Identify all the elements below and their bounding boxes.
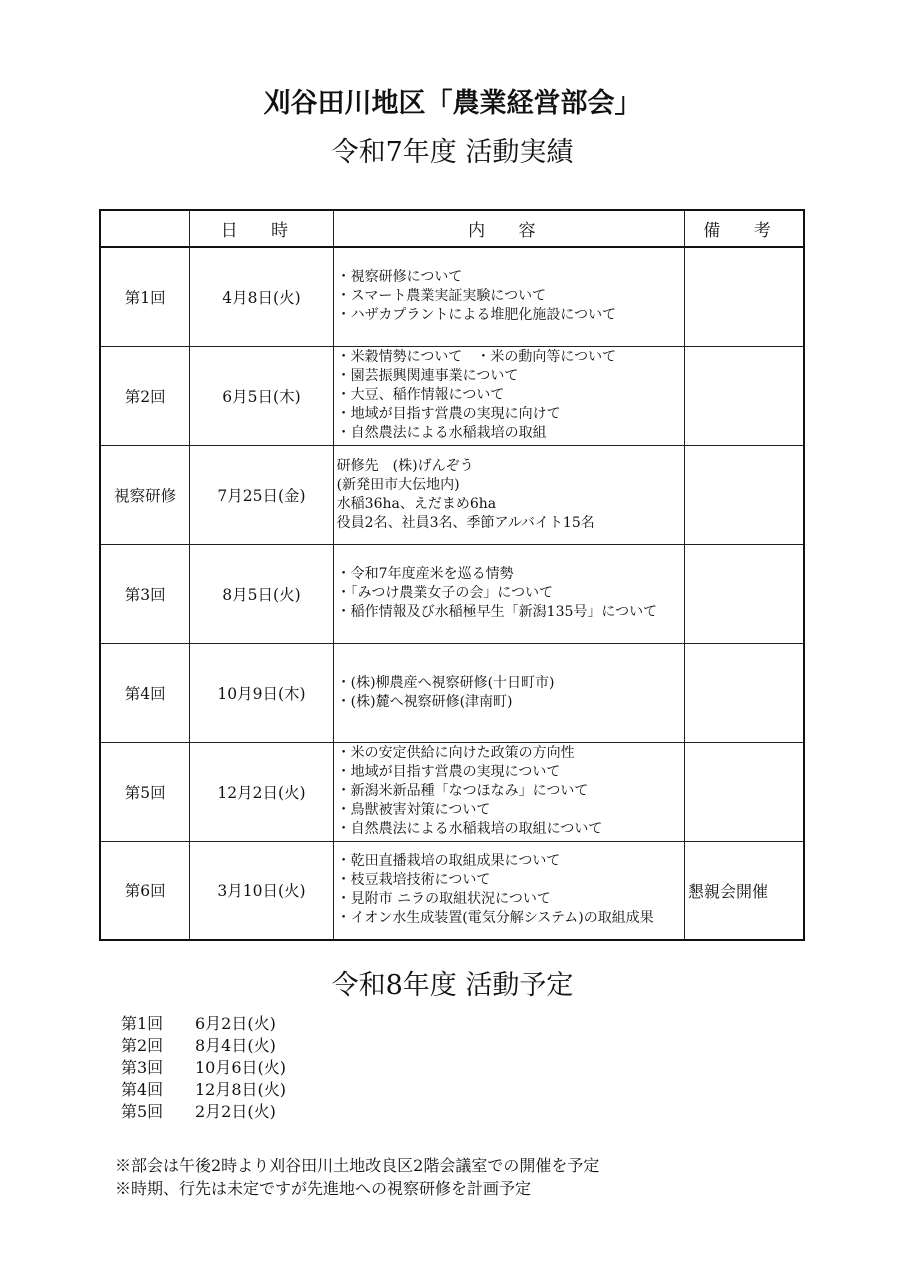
session-cell: 第1回 — [100, 247, 190, 346]
column-header-date: 日 時 — [190, 210, 333, 247]
plan-date: 12月8日(火) — [195, 1080, 287, 1099]
remarks-cell — [685, 643, 804, 742]
column-header-session — [100, 210, 190, 247]
remarks-cell — [685, 346, 804, 445]
remarks-cell — [685, 742, 804, 841]
content-line: ・稲作情報及び水稲極早生「新潟135号」について — [336, 604, 658, 620]
table-row — [100, 742, 804, 841]
content-line: ・イオン水生成装置(電気分解システム)の取組成果 — [336, 910, 654, 927]
plan-session: 第2回 — [121, 1036, 164, 1055]
session-cell: 第2回 — [100, 346, 190, 445]
content-line: ・自然農法による水稲栽培の取組 — [336, 425, 547, 441]
plan-item — [121, 1013, 286, 1035]
plan-session: 第4回 — [121, 1080, 164, 1099]
content-line: ・枝豆栽培技術について — [336, 872, 491, 889]
content-cell — [333, 445, 684, 544]
content-line: ・鳥獣被害対策について — [336, 802, 491, 818]
content-cell — [333, 841, 684, 940]
date-cell: 12月2日(火) — [190, 742, 333, 841]
content-line: ・(株)柳農産へ視察研修(十日町市) — [336, 674, 555, 691]
plan-date: 2月2日(火) — [195, 1102, 276, 1121]
plan-session: 第1回 — [121, 1014, 164, 1033]
date-cell: 6月5日(木) — [190, 346, 333, 445]
content-cell — [333, 643, 684, 742]
column-header-content: 内 容 — [333, 210, 684, 247]
date-cell: 8月5日(火) — [190, 544, 333, 643]
plan-item — [121, 1057, 286, 1079]
column-header-remarks: 備 考 — [685, 210, 804, 247]
table-row — [100, 346, 804, 445]
content-line: ・視察研修について — [336, 269, 463, 286]
content-cell — [333, 346, 684, 445]
content-line: ・令和7年度産米を巡る情勢 — [336, 566, 514, 582]
note-line: ※時期、行先は未定ですが先進地への視察研修を計画予定 — [115, 1179, 532, 1198]
table-row — [100, 841, 804, 940]
content-line: ・園芸振興関連事業について — [336, 368, 519, 384]
table-header-row — [100, 210, 804, 247]
content-line: (新発田市大伝地内) — [336, 476, 460, 493]
plan-item — [121, 1101, 286, 1123]
content-cell — [333, 247, 684, 346]
content-line: ・大豆、稲作情報について — [336, 387, 505, 403]
content-line: ・地域が目指す営農の実現に向けて — [336, 406, 561, 422]
table-row — [100, 544, 804, 643]
plan-date: 10月6日(火) — [195, 1058, 287, 1077]
content-cell — [333, 544, 684, 643]
content-line: ・「みつけ農業女子の会」について — [336, 585, 554, 601]
content-cell — [333, 742, 684, 841]
session-cell: 第6回 — [100, 841, 190, 940]
content-line: ・米穀情勢について ・米の動向等について — [336, 349, 617, 365]
document-title: 刈谷田川地区「農業経営部会」 — [263, 88, 642, 119]
remarks-cell — [685, 445, 804, 544]
date-cell: 3月10日(火) — [190, 841, 333, 940]
remarks-cell: 懇親会開催 — [685, 841, 804, 940]
plan-list — [121, 1013, 286, 1123]
content-line: 研修先 (株)げんぞう — [336, 457, 474, 474]
plan-title: 令和8年度 活動予定 — [331, 970, 574, 1001]
session-cell: 第3回 — [100, 544, 190, 643]
table-row — [100, 445, 804, 544]
plan-session: 第3回 — [121, 1058, 164, 1077]
content-line: ・自然農法による水稲栽培の取組について — [336, 821, 603, 837]
plan-item — [121, 1035, 286, 1057]
session-cell: 視察研修 — [100, 445, 190, 544]
table-row — [100, 247, 804, 346]
date-cell: 10月9日(木) — [190, 643, 333, 742]
content-line: 役員2名、社員3名、季節アルバイト15名 — [336, 514, 595, 531]
remarks-cell — [685, 247, 804, 346]
note-line: ※部会は午後2時より刈谷田川土地改良区2階会議室での開催を予定 — [115, 1156, 600, 1175]
content-line: ・スマート農業実証実験について — [336, 288, 547, 305]
document-subtitle: 令和7年度 活動実績 — [331, 137, 574, 168]
plan-session: 第5回 — [121, 1102, 164, 1121]
content-line: ・地域が目指す営農の実現について — [336, 764, 561, 780]
notes — [115, 1154, 599, 1200]
content-line: ・(株)麓へ視察研修(津南町) — [336, 693, 513, 710]
content-line: ・見附市 ニラの取組状況について — [336, 891, 551, 908]
session-cell: 第4回 — [100, 643, 190, 742]
table-row — [100, 643, 804, 742]
content-line: ・米の安定供給に向けた政策の方向性 — [336, 745, 575, 761]
table-body — [100, 247, 804, 940]
date-cell: 7月25日(金) — [190, 445, 333, 544]
plan-date: 8月4日(火) — [195, 1036, 276, 1055]
activity-record-table — [99, 209, 805, 941]
content-line: 水稲36ha、えだまめ6ha — [336, 495, 497, 512]
session-cell: 第5回 — [100, 742, 190, 841]
date-cell: 4月8日(火) — [190, 247, 333, 346]
content-line: ・新潟米新品種「なつほなみ」について — [336, 783, 589, 799]
content-line: ・乾田直播栽培の取組成果について — [336, 853, 561, 870]
plan-item — [121, 1079, 286, 1101]
content-line: ・ハザカプラントによる堆肥化施設について — [336, 307, 617, 324]
remarks-cell — [685, 544, 804, 643]
plan-date: 6月2日(火) — [195, 1014, 276, 1033]
